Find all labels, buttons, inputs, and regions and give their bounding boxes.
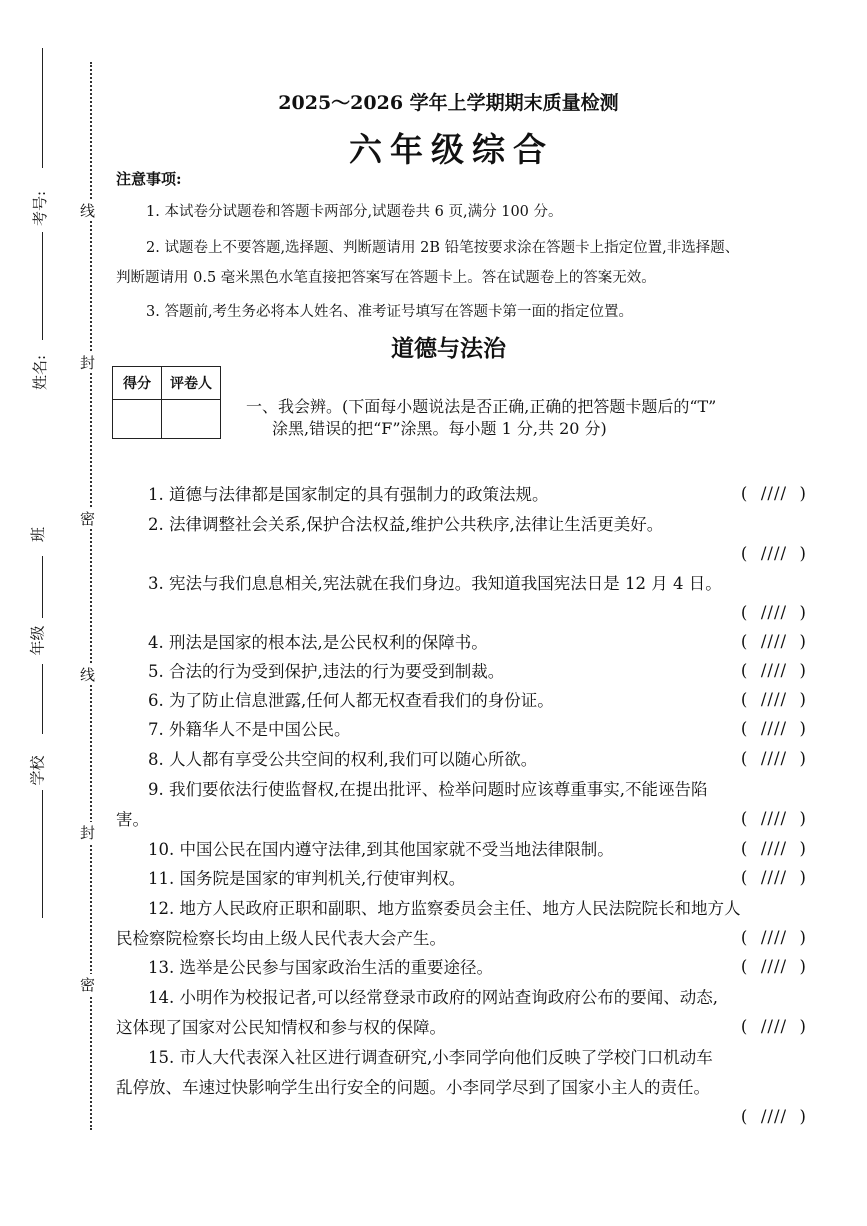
note-item: 2. 试题卷上不要答题,选择题、判断题请用 2B 铅笔按要求涂在答题卡上指定位置,非选择题、 xyxy=(146,240,740,256)
score-table xyxy=(112,366,221,439)
answer-parens: ( //// ) xyxy=(740,1017,807,1036)
grade-blank-line xyxy=(42,664,43,734)
class-label: 班 xyxy=(29,526,48,543)
school-blank-line xyxy=(42,790,43,918)
answer-parens: ( //// ) xyxy=(740,632,807,651)
answer-parens: ( //// ) xyxy=(740,928,807,947)
school-label: 学校 xyxy=(28,755,47,786)
subject-title: 六年级综合 xyxy=(349,130,554,169)
answer-parens: ( //// ) xyxy=(740,1107,807,1126)
note-item: 1. 本试卷分试题卷和答题卡两部分,试题卷共 6 页,满分 100 分。 xyxy=(146,204,563,220)
question-7: 7. 外籍华人不是中国公民。 xyxy=(148,720,351,739)
question-10: 10. 中国公民在国内遵守法律,到其他国家就不受当地法律限制。 xyxy=(148,840,614,859)
name-blank-line xyxy=(42,232,43,340)
answer-parens: ( //// ) xyxy=(740,839,807,858)
grader-cell xyxy=(162,400,221,439)
question-4: 4. 刑法是国家的根本法,是公民权利的保障书。 xyxy=(148,633,488,652)
question-8: 8. 人人都有享受公共空间的权利,我们可以随心所欲。 xyxy=(148,750,538,769)
question-12-continued: 民检察院检察长均由上级人民代表大会产生。 xyxy=(116,929,446,948)
question-15: 15. 市人大代表深入社区进行调查研究,小李同学向他们反映了学校门口机动车 xyxy=(148,1048,713,1067)
part-heading xyxy=(246,396,716,440)
question-3: 3. 宪法与我们息息相关,宪法就在我们身边。我知道我国宪法日是 12 月 4 日。 xyxy=(148,574,722,593)
exam-no-label: 考号: xyxy=(31,190,50,227)
class-blank-line xyxy=(42,556,43,618)
answer-parens: ( //// ) xyxy=(740,957,807,976)
answer-parens: ( //// ) xyxy=(740,719,807,738)
part-heading-line: 一、我会辨。(下面每小题说法是否正确,正确的把答题卡题后的“T” xyxy=(246,397,717,416)
bind-char-seal: 封 xyxy=(80,354,96,372)
question-11: 11. 国务院是国家的审判机关,行使审判权。 xyxy=(148,869,466,888)
grader-header: 评卷人 xyxy=(162,367,221,400)
score-cell xyxy=(113,400,162,439)
question-5: 5. 合法的行为受到保护,违法的行为要受到制裁。 xyxy=(148,662,505,681)
exam-title: 2025～2026 学年上学期期末质量检测 xyxy=(278,92,619,114)
bind-char-secret: 密 xyxy=(80,510,96,528)
answer-parens: ( //// ) xyxy=(740,544,807,563)
question-12: 12. 地方人民政府正职和副职、地方监察委员会主任、地方人民法院院长和地方人 xyxy=(148,899,741,918)
note-item: 判断题请用 0.5 毫米黑色水笔直接把答案写在答题卡上。答在试题卷上的答案无效。 xyxy=(116,270,656,286)
question-15-continued: 乱停放、车速过快影响学生出行安全的问题。小李同学尽到了国家小主人的责任。 xyxy=(116,1078,710,1097)
bind-char-seal: 封 xyxy=(80,824,96,842)
binding-dotted-line xyxy=(90,62,92,1130)
question-9-continued: 害。 xyxy=(116,810,149,829)
section-title: 道德与法治 xyxy=(391,335,506,362)
question-6: 6. 为了防止信息泄露,任何人都无权查看我们的身份证。 xyxy=(148,691,554,710)
notes-heading: 注意事项: xyxy=(116,170,182,188)
name-label: 姓名: xyxy=(31,354,50,391)
answer-parens: ( //// ) xyxy=(740,809,807,828)
score-header: 得分 xyxy=(113,367,162,400)
answer-parens: ( //// ) xyxy=(740,868,807,887)
bind-char-line: 线 xyxy=(80,202,96,220)
part-heading-line: 涂黑,错误的把“F”涂黑。每小题 1 分,共 20 分) xyxy=(272,419,607,438)
answer-parens: ( //// ) xyxy=(740,661,807,680)
note-item: 3. 答题前,考生务必将本人姓名、准考证号填写在答题卡第一面的指定位置。 xyxy=(146,304,634,320)
answer-parens: ( //// ) xyxy=(740,603,807,622)
question-13: 13. 选举是公民参与国家政治生活的重要途径。 xyxy=(148,958,493,977)
question-1: 1. 道德与法律都是国家制定的具有强制力的政策法规。 xyxy=(148,485,549,504)
question-9: 9. 我们要依法行使监督权,在提出批评、检举问题时应该尊重事实,不能诬告陷 xyxy=(148,780,708,799)
answer-parens: ( //// ) xyxy=(740,749,807,768)
answer-parens: ( //// ) xyxy=(740,690,807,709)
answer-parens: ( //// ) xyxy=(740,484,807,503)
bind-char-line: 线 xyxy=(80,666,96,684)
question-14-continued: 这体现了国家对公民知情权和参与权的保障。 xyxy=(116,1018,446,1037)
bind-char-secret: 密 xyxy=(80,976,96,994)
grade-label: 年级 xyxy=(28,625,47,656)
question-2: 2. 法律调整社会关系,保护合法权益,维护公共秩序,法律让生活更美好。 xyxy=(148,515,664,534)
question-14: 14. 小明作为校报记者,可以经常登录市政府的网站查询政府公布的要闻、动态, xyxy=(148,988,718,1007)
